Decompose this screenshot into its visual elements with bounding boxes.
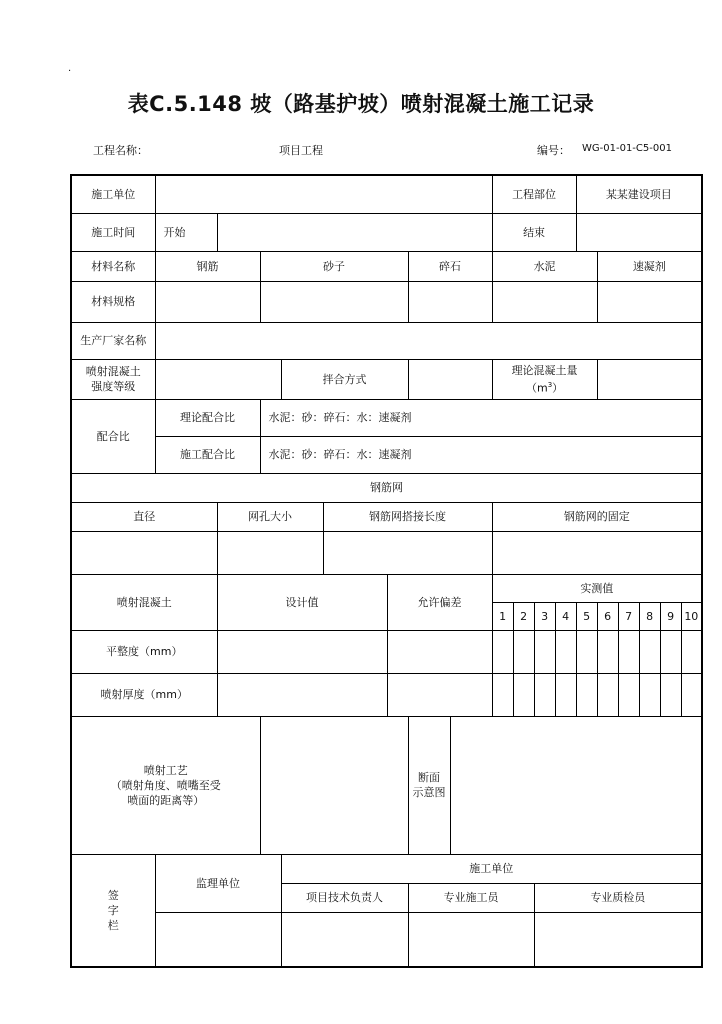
measure-point-2: 2 — [513, 602, 534, 630]
constructor-label: 专业施工员 — [408, 883, 534, 912]
spec-steel-cell[interactable] — [155, 281, 260, 322]
flatness-tolerance-cell[interactable] — [387, 630, 492, 673]
measure-point-1: 1 — [492, 602, 513, 630]
mesh-col-diameter: 直径 — [71, 502, 217, 531]
mesh-col-lap-length: 钢筋网搭接长度 — [323, 502, 492, 531]
measured-label: 实测值 — [492, 574, 702, 602]
tolerance-label: 允许偏差 — [387, 574, 492, 630]
spray-process-line-1: 喷射工艺 — [143, 763, 188, 777]
spec-gravel-cell[interactable] — [408, 281, 492, 322]
start-time-cell[interactable] — [217, 213, 492, 251]
project-name-label: 工程名称： — [93, 144, 148, 157]
supervision-unit-label: 监理单位 — [155, 854, 281, 912]
thickness-m7[interactable] — [618, 673, 639, 716]
project-name-value: 项目工程 — [279, 144, 323, 157]
theoretical-volume-cell[interactable] — [597, 359, 702, 399]
mixing-method-cell[interactable] — [408, 359, 492, 399]
thickness-m1[interactable] — [492, 673, 513, 716]
design-value-label: 设计值 — [217, 574, 387, 630]
material-name-label: 材料名称 — [71, 251, 155, 281]
measure-point-10: 10 — [681, 602, 702, 630]
material-spec-label: 材料规格 — [71, 281, 155, 322]
measure-point-6: 6 — [597, 602, 618, 630]
spec-sand-cell[interactable] — [260, 281, 408, 322]
strength-grade-cell[interactable] — [155, 359, 281, 399]
thickness-design-cell[interactable] — [217, 673, 387, 716]
measure-point-8: 8 — [639, 602, 660, 630]
flatness-m2[interactable] — [513, 630, 534, 673]
construction-unit-label: 施工单位 — [71, 175, 155, 213]
mesh-diameter-cell[interactable] — [71, 531, 217, 574]
mesh-col-fixing: 钢筋网的固定 — [492, 502, 702, 531]
theoretical-ratio-value[interactable]: 水泥：砂：碎石：水：速凝剂 — [260, 399, 702, 436]
thickness-m9[interactable] — [660, 673, 681, 716]
material-gravel: 碎石 — [408, 251, 492, 281]
flatness-m8[interactable] — [639, 630, 660, 673]
tech-lead-label: 项目技术负责人 — [281, 883, 408, 912]
thickness-m10[interactable] — [681, 673, 702, 716]
measure-point-7: 7 — [618, 602, 639, 630]
end-time-cell[interactable] — [576, 213, 702, 251]
section-diagram-line-2: 示意图 — [412, 786, 446, 799]
mix-ratio-label: 配合比 — [71, 399, 155, 473]
mesh-lap-length-cell[interactable] — [323, 531, 492, 574]
section-diagram-cell[interactable] — [450, 716, 702, 854]
flatness-m10[interactable] — [681, 630, 702, 673]
measure-point-9: 9 — [660, 602, 681, 630]
record-form — [70, 174, 703, 968]
manufacturer-cell[interactable] — [155, 322, 702, 359]
construction-ratio-label: 施工配合比 — [155, 436, 260, 473]
mesh-col-aperture: 网孔大小 — [217, 502, 323, 531]
start-label: 开始 — [155, 213, 217, 251]
spray-process-label — [71, 716, 260, 854]
thickness-m2[interactable] — [513, 673, 534, 716]
material-steel: 钢筋 — [155, 251, 260, 281]
flatness-m7[interactable] — [618, 630, 639, 673]
spray-process-line-2: （喷射角度、喷嘴至受 — [110, 778, 221, 792]
thickness-tolerance-cell[interactable] — [387, 673, 492, 716]
signature-char-3: 栏 — [107, 918, 119, 932]
flatness-m3[interactable] — [534, 630, 555, 673]
theoretical-volume-unit-close: ） — [552, 381, 564, 395]
construction-time-label: 施工时间 — [71, 213, 155, 251]
measure-point-5: 5 — [576, 602, 597, 630]
material-sand: 砂子 — [260, 251, 408, 281]
strength-grade-line-2: 强度等级 — [91, 380, 136, 393]
material-accelerator: 速凝剂 — [597, 251, 702, 281]
inspector-label: 专业质检员 — [534, 883, 702, 912]
measure-point-3: 3 — [534, 602, 555, 630]
section-diagram-line-1: 断面 — [418, 771, 440, 784]
thickness-m5[interactable] — [576, 673, 597, 716]
supervision-sign-cell[interactable] — [155, 912, 281, 967]
construction-unit-cell[interactable] — [155, 175, 492, 213]
thickness-label: 喷射厚度（mm） — [71, 673, 217, 716]
mesh-label: 钢筋网 — [71, 473, 702, 502]
theoretical-volume-label — [492, 359, 597, 399]
thickness-m6[interactable] — [597, 673, 618, 716]
flatness-label: 平整度（mm） — [71, 630, 217, 673]
flatness-m1[interactable] — [492, 630, 513, 673]
spray-process-line-3: 喷面的距离等） — [127, 793, 205, 807]
spray-concrete-label: 喷射混凝土 — [71, 574, 217, 630]
tech-lead-sign-cell[interactable] — [281, 912, 408, 967]
flatness-m9[interactable] — [660, 630, 681, 673]
work-site-value[interactable]: 某某建设项目 — [576, 175, 702, 213]
section-diagram-label — [408, 716, 450, 854]
spray-process-cell[interactable] — [260, 716, 408, 854]
corner-mark: · — [68, 66, 72, 77]
construction-unit-sign-label: 施工单位 — [281, 854, 702, 883]
strength-grade-label — [71, 359, 155, 399]
signature-label — [71, 854, 155, 967]
inspector-sign-cell[interactable] — [534, 912, 702, 967]
construction-ratio-value[interactable]: 水泥：砂：碎石：水：速凝剂 — [260, 436, 702, 473]
theoretical-volume-unit-sup: 3 — [547, 380, 553, 389]
spec-accelerator-cell[interactable] — [597, 281, 702, 322]
material-cement: 水泥 — [492, 251, 597, 281]
signature-char-1: 签 — [107, 888, 119, 902]
number-value: WG-01-01-C5-001 — [582, 143, 672, 154]
flatness-m5[interactable] — [576, 630, 597, 673]
thickness-m3[interactable] — [534, 673, 555, 716]
thickness-m4[interactable] — [555, 673, 576, 716]
manufacturer-label: 生产厂家名称 — [71, 322, 155, 359]
thickness-m8[interactable] — [639, 673, 660, 716]
spec-cement-cell[interactable] — [492, 281, 597, 322]
signature-char-2: 字 — [107, 903, 119, 917]
strength-grade-line-1: 喷射混凝土 — [85, 365, 141, 378]
mixing-method-label: 拌合方式 — [281, 359, 408, 399]
measure-point-4: 4 — [555, 602, 576, 630]
mesh-fixing-cell[interactable] — [492, 531, 702, 574]
page-title: 表C.5.148 坡（路基护坡）喷射混凝土施工记录 — [127, 92, 595, 116]
theoretical-volume-unit-open: （m — [525, 381, 548, 395]
theoretical-volume-line-1: 理论混凝土量 — [511, 363, 578, 377]
flatness-design-cell[interactable] — [217, 630, 387, 673]
flatness-m6[interactable] — [597, 630, 618, 673]
work-site-label: 工程部位 — [492, 175, 576, 213]
mesh-aperture-cell[interactable] — [217, 531, 323, 574]
number-label: 编号： — [537, 144, 570, 157]
theoretical-ratio-label: 理论配合比 — [155, 399, 260, 436]
flatness-m4[interactable] — [555, 630, 576, 673]
constructor-sign-cell[interactable] — [408, 912, 534, 967]
end-label: 结束 — [492, 213, 576, 251]
